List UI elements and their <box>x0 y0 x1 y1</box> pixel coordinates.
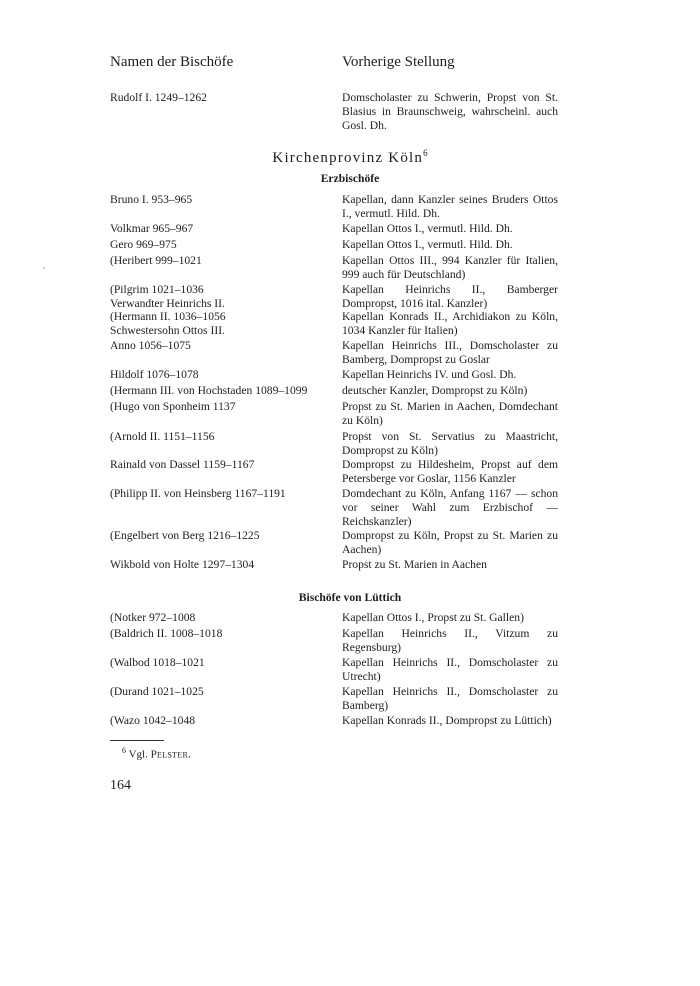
previous-position: Domdechant zu Köln, Anfang 1167 — schon vor seiner Wahl zum Erzbischof — Reichskanzler) <box>342 487 561 529</box>
previous-position: Kapellan Konrads II., Dompropst zu Lüttich) <box>342 714 552 727</box>
bishop-name: Anno 1056–1075 <box>110 339 191 352</box>
bishop-name: (Pilgrim 1021–1036 Verwandter Heinrichs II. <box>110 283 225 311</box>
bishop-name: Rainald von Dassel 1159–1167 <box>110 458 255 471</box>
page-number: 164 <box>110 778 131 793</box>
section-heading-archbishops: Erzbischöfe <box>320 172 380 185</box>
bishop-name: Hildolf 1076–1078 <box>110 368 199 381</box>
bishop-name: (Notker 972–1008 <box>110 611 196 624</box>
previous-position: Propst zu St. Marien in Aachen <box>342 558 487 571</box>
bishop-name: (Durand 1021–1025 <box>110 685 204 698</box>
previous-position: Dompropst zu Köln, Propst zu St. Marien zu Aachen) <box>342 529 561 557</box>
previous-position: Kapellan Ottos I., Propst zu St. Gallen) <box>342 611 524 624</box>
bishop-name: (Philipp II. von Heinsberg 1167–1191 <box>110 487 286 500</box>
bishop-name: (Hugo von Sponheim 1137 <box>110 400 236 413</box>
previous-position: Propst zu St. Marien in Aachen, Domdechant zu Köln) <box>342 400 561 428</box>
previous-position: Kapellan Ottos III., 994 Kanzler für Italien, 999 auch für Deutschland) <box>342 254 561 282</box>
footnote-number: 6 <box>122 746 126 755</box>
bishop-name: (Baldrich II. 1008–1018 <box>110 627 223 640</box>
bishop-name: Rudolf I. 1249–1262 <box>110 91 207 104</box>
bishop-name: (Hermann II. 1036–1056 Schwestersohn Ottos III. <box>110 310 226 338</box>
bishop-name: (Engelbert von Berg 1216–1225 <box>110 529 260 542</box>
section-heading-liege: Bischöfe von Lüttich <box>298 591 402 604</box>
paper-speck <box>43 267 45 269</box>
bishop-name: Volkmar 965–967 <box>110 222 194 235</box>
previous-position: Kapellan Heinrichs II., Vitzum zu Regensburg) <box>342 627 561 655</box>
previous-position: Kapellan Heinrichs II., Bamberger Dompropst, 1016 ital. Kanzler) <box>342 283 561 311</box>
footnote-divider <box>110 740 164 741</box>
bishop-name: (Heribert 999–1021 <box>110 254 202 267</box>
province-title: Kirchenprovinz Köln <box>272 150 424 166</box>
footnote-author: Pelster. <box>150 748 192 761</box>
bishop-name: (Wazo 1042–1048 <box>110 714 196 727</box>
previous-position: Dompropst zu Hildesheim, Propst auf dem Petersberge vor Goslar, 1156 Kanzler <box>342 458 561 486</box>
column-header-previous-position: Vorherige Stellung <box>342 54 455 70</box>
bishop-name: Bruno I. 953–965 <box>110 193 193 206</box>
bishop-name: (Arnold II. 1151–1156 <box>110 430 215 443</box>
previous-position: Kapellan Ottos I., vermutl. Hild. Dh. <box>342 222 513 235</box>
bishop-name: (Hermann III. von Hochstaden 1089–1099 <box>110 384 308 397</box>
previous-position: Kapellan, dann Kanzler seines Bruders Ottos I., vermutl. Hild. Dh. <box>342 193 561 221</box>
bishop-name: (Walbod 1018–1021 <box>110 656 205 669</box>
bishop-name: Wikbold von Holte 1297–1304 <box>110 558 255 571</box>
column-header-names: Namen der Bischöfe <box>110 54 234 70</box>
previous-position: Kapellan Ottos I., vermutl. Hild. Dh. <box>342 238 513 251</box>
previous-position: Kapellan Konrads II., Archidiakon zu Köln, 1034 Kanzler für Italien) <box>342 310 561 338</box>
previous-position: Kapellan Heinrichs II., Domscholaster zu Utrecht) <box>342 656 561 684</box>
previous-position: deutscher Kanzler, Dompropst zu Köln) <box>342 384 528 397</box>
footnote-text: Vgl. <box>128 748 148 761</box>
previous-position: Propst von St. Servatius zu Maastricht, Dompropst zu Köln) <box>342 430 561 458</box>
province-heading <box>0 148 700 167</box>
footnote <box>122 746 191 761</box>
previous-position: Kapellan Heinrichs IV. und Gosl. Dh. <box>342 368 517 381</box>
previous-position: Domscholaster zu Schwerin, Propst von St. Blasius in Braunschweig, wahrscheinl. auch Gosl. Dh. <box>342 91 561 133</box>
previous-position: Kapellan Heinrichs III., Domscholaster zu Bamberg, Dompropst zu Goslar <box>342 339 561 367</box>
footnote-ref: 6 <box>423 148 428 158</box>
bishop-name: Gero 969–975 <box>110 238 177 251</box>
previous-position: Kapellan Heinrichs II., Domscholaster zu Bamberg) <box>342 685 561 713</box>
